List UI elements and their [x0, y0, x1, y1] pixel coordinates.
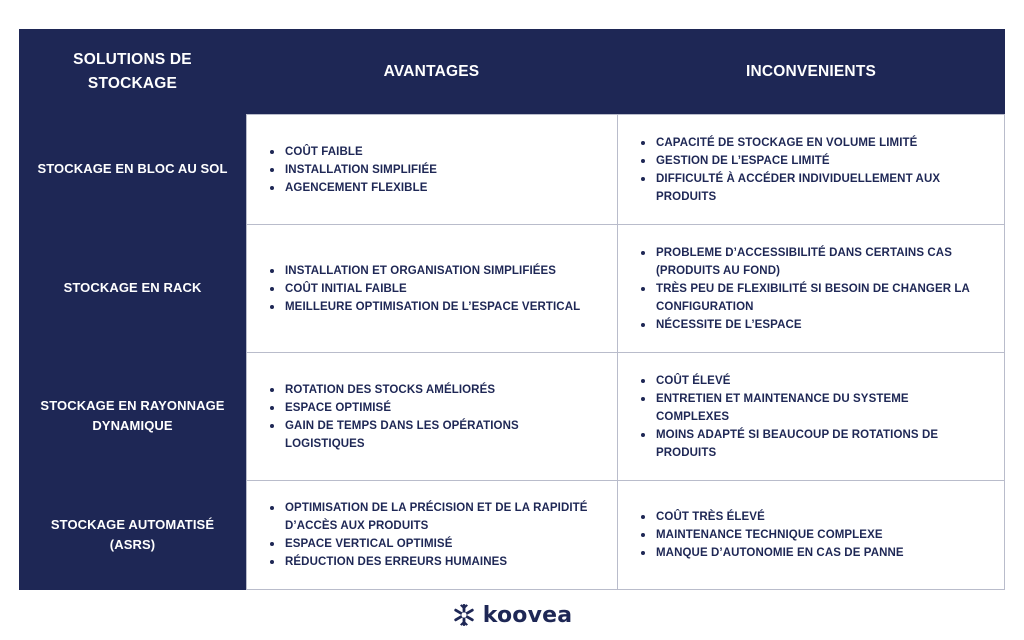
list-item: ENTRETIEN ET MAINTENANCE DU SYSTEME COMPLEXES: [640, 390, 984, 426]
advantages-list: [269, 143, 437, 197]
advantages-cell: [246, 224, 617, 352]
list-item: DIFFICULTÉ À ACCÉDER INDIVIDUELLEMENT AUX PRODUITS: [640, 170, 984, 206]
advantages-cell: [246, 114, 617, 224]
header-drawbacks: [617, 29, 1005, 114]
brand-name: koovea: [482, 602, 573, 628]
row-label-text: STOCKAGE EN BLOC AU SOL: [37, 161, 228, 176]
list-item: RÉDUCTION DES ERREURS HUMAINES: [269, 553, 597, 571]
row-label: [19, 352, 246, 480]
list-item: TRÈS PEU DE FLEXIBILITÉ SI BESOIN DE CHANGER LA CONFIGURATION: [640, 280, 984, 316]
list-item: COÛT ÉLEVÉ: [640, 372, 984, 390]
advantages-list: [269, 381, 597, 453]
list-item: ROTATION DES STOCKS AMÉLIORÉS: [269, 381, 597, 399]
drawbacks-list: [640, 134, 984, 206]
header-advantages-text: AVANTAGES: [383, 62, 480, 80]
list-item: COÛT INITIAL FAIBLE: [269, 280, 580, 298]
list-item: ESPACE VERTICAL OPTIMISÉ: [269, 535, 597, 553]
list-item: COÛT FAIBLE: [269, 143, 437, 161]
list-item: MAINTENANCE TECHNIQUE COMPLEXE: [640, 526, 904, 544]
snowflake-icon: [452, 603, 476, 627]
header-solutions: [19, 29, 246, 114]
list-item: INSTALLATION ET ORGANISATION SIMPLIFIÉES: [269, 262, 580, 280]
drawbacks-cell: [617, 114, 1005, 224]
list-item: MANQUE D’AUTONOMIE EN CAS DE PANNE: [640, 544, 904, 562]
list-item: GESTION DE L’ESPACE LIMITÉ: [640, 152, 984, 170]
advantages-list: [269, 262, 580, 316]
list-item: INSTALLATION SIMPLIFIÉE: [269, 161, 437, 179]
header-advantages: [246, 29, 617, 114]
list-item: AGENCEMENT FLEXIBLE: [269, 179, 437, 197]
advantages-cell: [246, 480, 617, 590]
row-label: [19, 114, 246, 224]
list-item: NÉCESSITE DE L’ESPACE: [640, 316, 984, 334]
row-label-text: STOCKAGE AUTOMATISÉ (ASRS): [50, 517, 215, 552]
drawbacks-cell: [617, 480, 1005, 590]
drawbacks-cell: [617, 352, 1005, 480]
footer-logo: [0, 600, 1024, 630]
advantages-cell: [246, 352, 617, 480]
header-drawbacks-text: INCONVENIENTS: [745, 62, 877, 80]
advantages-list: [269, 499, 597, 571]
header-solutions-text: SOLUTIONS DE STOCKAGE: [73, 50, 192, 92]
list-item: ESPACE OPTIMISÉ: [269, 399, 597, 417]
list-item: COÛT TRÈS ÉLEVÉ: [640, 508, 904, 526]
row-label-text: STOCKAGE EN RAYONNAGE DYNAMIQUE: [40, 398, 225, 433]
drawbacks-list: [640, 372, 984, 462]
drawbacks-list: [640, 508, 904, 562]
list-item: OPTIMISATION DE LA PRÉCISION ET DE LA RAPIDITÉ D’ACCÈS AUX PRODUITS: [269, 499, 597, 535]
row-label-text: STOCKAGE EN RACK: [63, 280, 202, 295]
drawbacks-cell: [617, 224, 1005, 352]
list-item: GAIN DE TEMPS DANS LES OPÉRATIONS LOGISTIQUES: [269, 417, 597, 453]
list-item: MOINS ADAPTÉ SI BEAUCOUP DE ROTATIONS DE PRODUITS: [640, 426, 984, 462]
row-label: [19, 224, 246, 352]
list-item: MEILLEURE OPTIMISATION DE L’ESPACE VERTICAL: [269, 298, 580, 316]
list-item: PROBLEME D’ACCESSIBILITÉ DANS CERTAINS CAS (PRODUITS AU FOND): [640, 244, 984, 280]
row-label: [19, 480, 246, 590]
drawbacks-list: [640, 244, 984, 334]
comparison-table: [19, 29, 1005, 590]
list-item: CAPACITÉ DE STOCKAGE EN VOLUME LIMITÉ: [640, 134, 984, 152]
